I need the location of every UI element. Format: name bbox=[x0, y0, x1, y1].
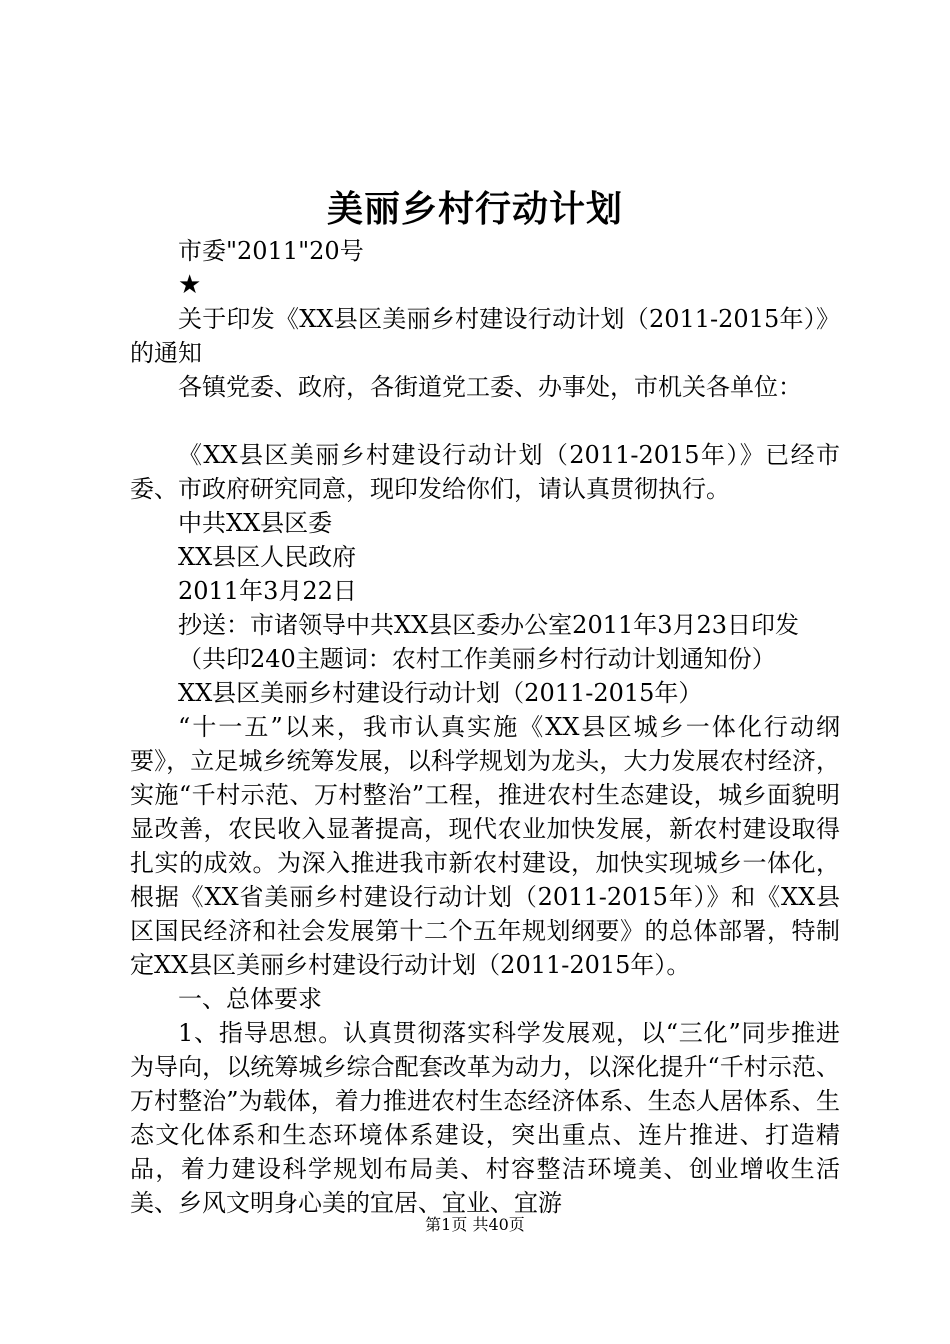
notice-body: 《XX县区美丽乡村建设行动计划（2011-2015年）》已经市委、市政府研究同意，现印发给你们，请认真贯彻执行。 bbox=[130, 441, 840, 503]
page-number: 第1页 共40页 bbox=[425, 1215, 525, 1234]
issuer-government: XX县区人民政府 bbox=[178, 543, 357, 571]
guiding-thought: 1、指导思想。认真贯彻落实科学发展观，以“三化”同步推进为导向，以统筹城乡综合配套改革为动力，以深化提升“千村示范、万村整治”为载体，着力推进农村生态经济体系、生态人居体系、生态文化体系和生态环境体系建设，突出重点、连片推进、打造精品，着力建设科学规划布局美、村容整洁环境美、创业增收生活美、乡风文明身心美的宜居、宜业、宜游 bbox=[130, 1019, 840, 1217]
notice-heading: 关于印发《XX县区美丽乡村建设行动计划（2011-2015年）》的通知 bbox=[130, 305, 840, 367]
cc-line: 抄送：市诸领导中共XX县区委办公室2011年3月23日印发 bbox=[178, 611, 800, 639]
doc-number: 市委"2011"20号 bbox=[178, 237, 364, 265]
issuer-party: 中共XX县区委 bbox=[178, 509, 333, 537]
document-title: 美丽乡村行动计划 bbox=[326, 188, 623, 230]
star-icon: ★ bbox=[178, 270, 202, 300]
recipients: 各镇党委、政府，各街道党工委、办事处，市机关各单位： bbox=[178, 373, 802, 401]
plan-intro: “十一五”以来，我市认真实施《XX县区城乡一体化行动纲要》，立足城乡统筹发展，以科学规划为龙头，大力发展农村经济，实施“千村示范、万村整治”工程，推进农村生态建设，城乡面貌明显改善，农民收入显著提高，现代农业加快发展，新农村建设取得扎实的成效。为深入推进我市新农村建设，加快实现城乡一体化，根据《XX省美丽乡村建设行动计划（2011-2015年）》和《XX县区国民经济和社会发展第十二个五年规划纲要》的总体部署，特制定XX县区美丽乡村建设行动计划（2011-2015年）。 bbox=[130, 713, 840, 979]
blank-line bbox=[130, 404, 840, 438]
issue-date: 2011年3月22日 bbox=[178, 577, 357, 605]
section-heading: 一、总体要求 bbox=[178, 985, 322, 1013]
plan-heading: XX县区美丽乡村建设行动计划（2011-2015年） bbox=[178, 679, 703, 707]
print-note: （共印240主题词：农村工作美丽乡村行动计划通知份） bbox=[178, 645, 776, 673]
document-body bbox=[130, 234, 840, 1220]
